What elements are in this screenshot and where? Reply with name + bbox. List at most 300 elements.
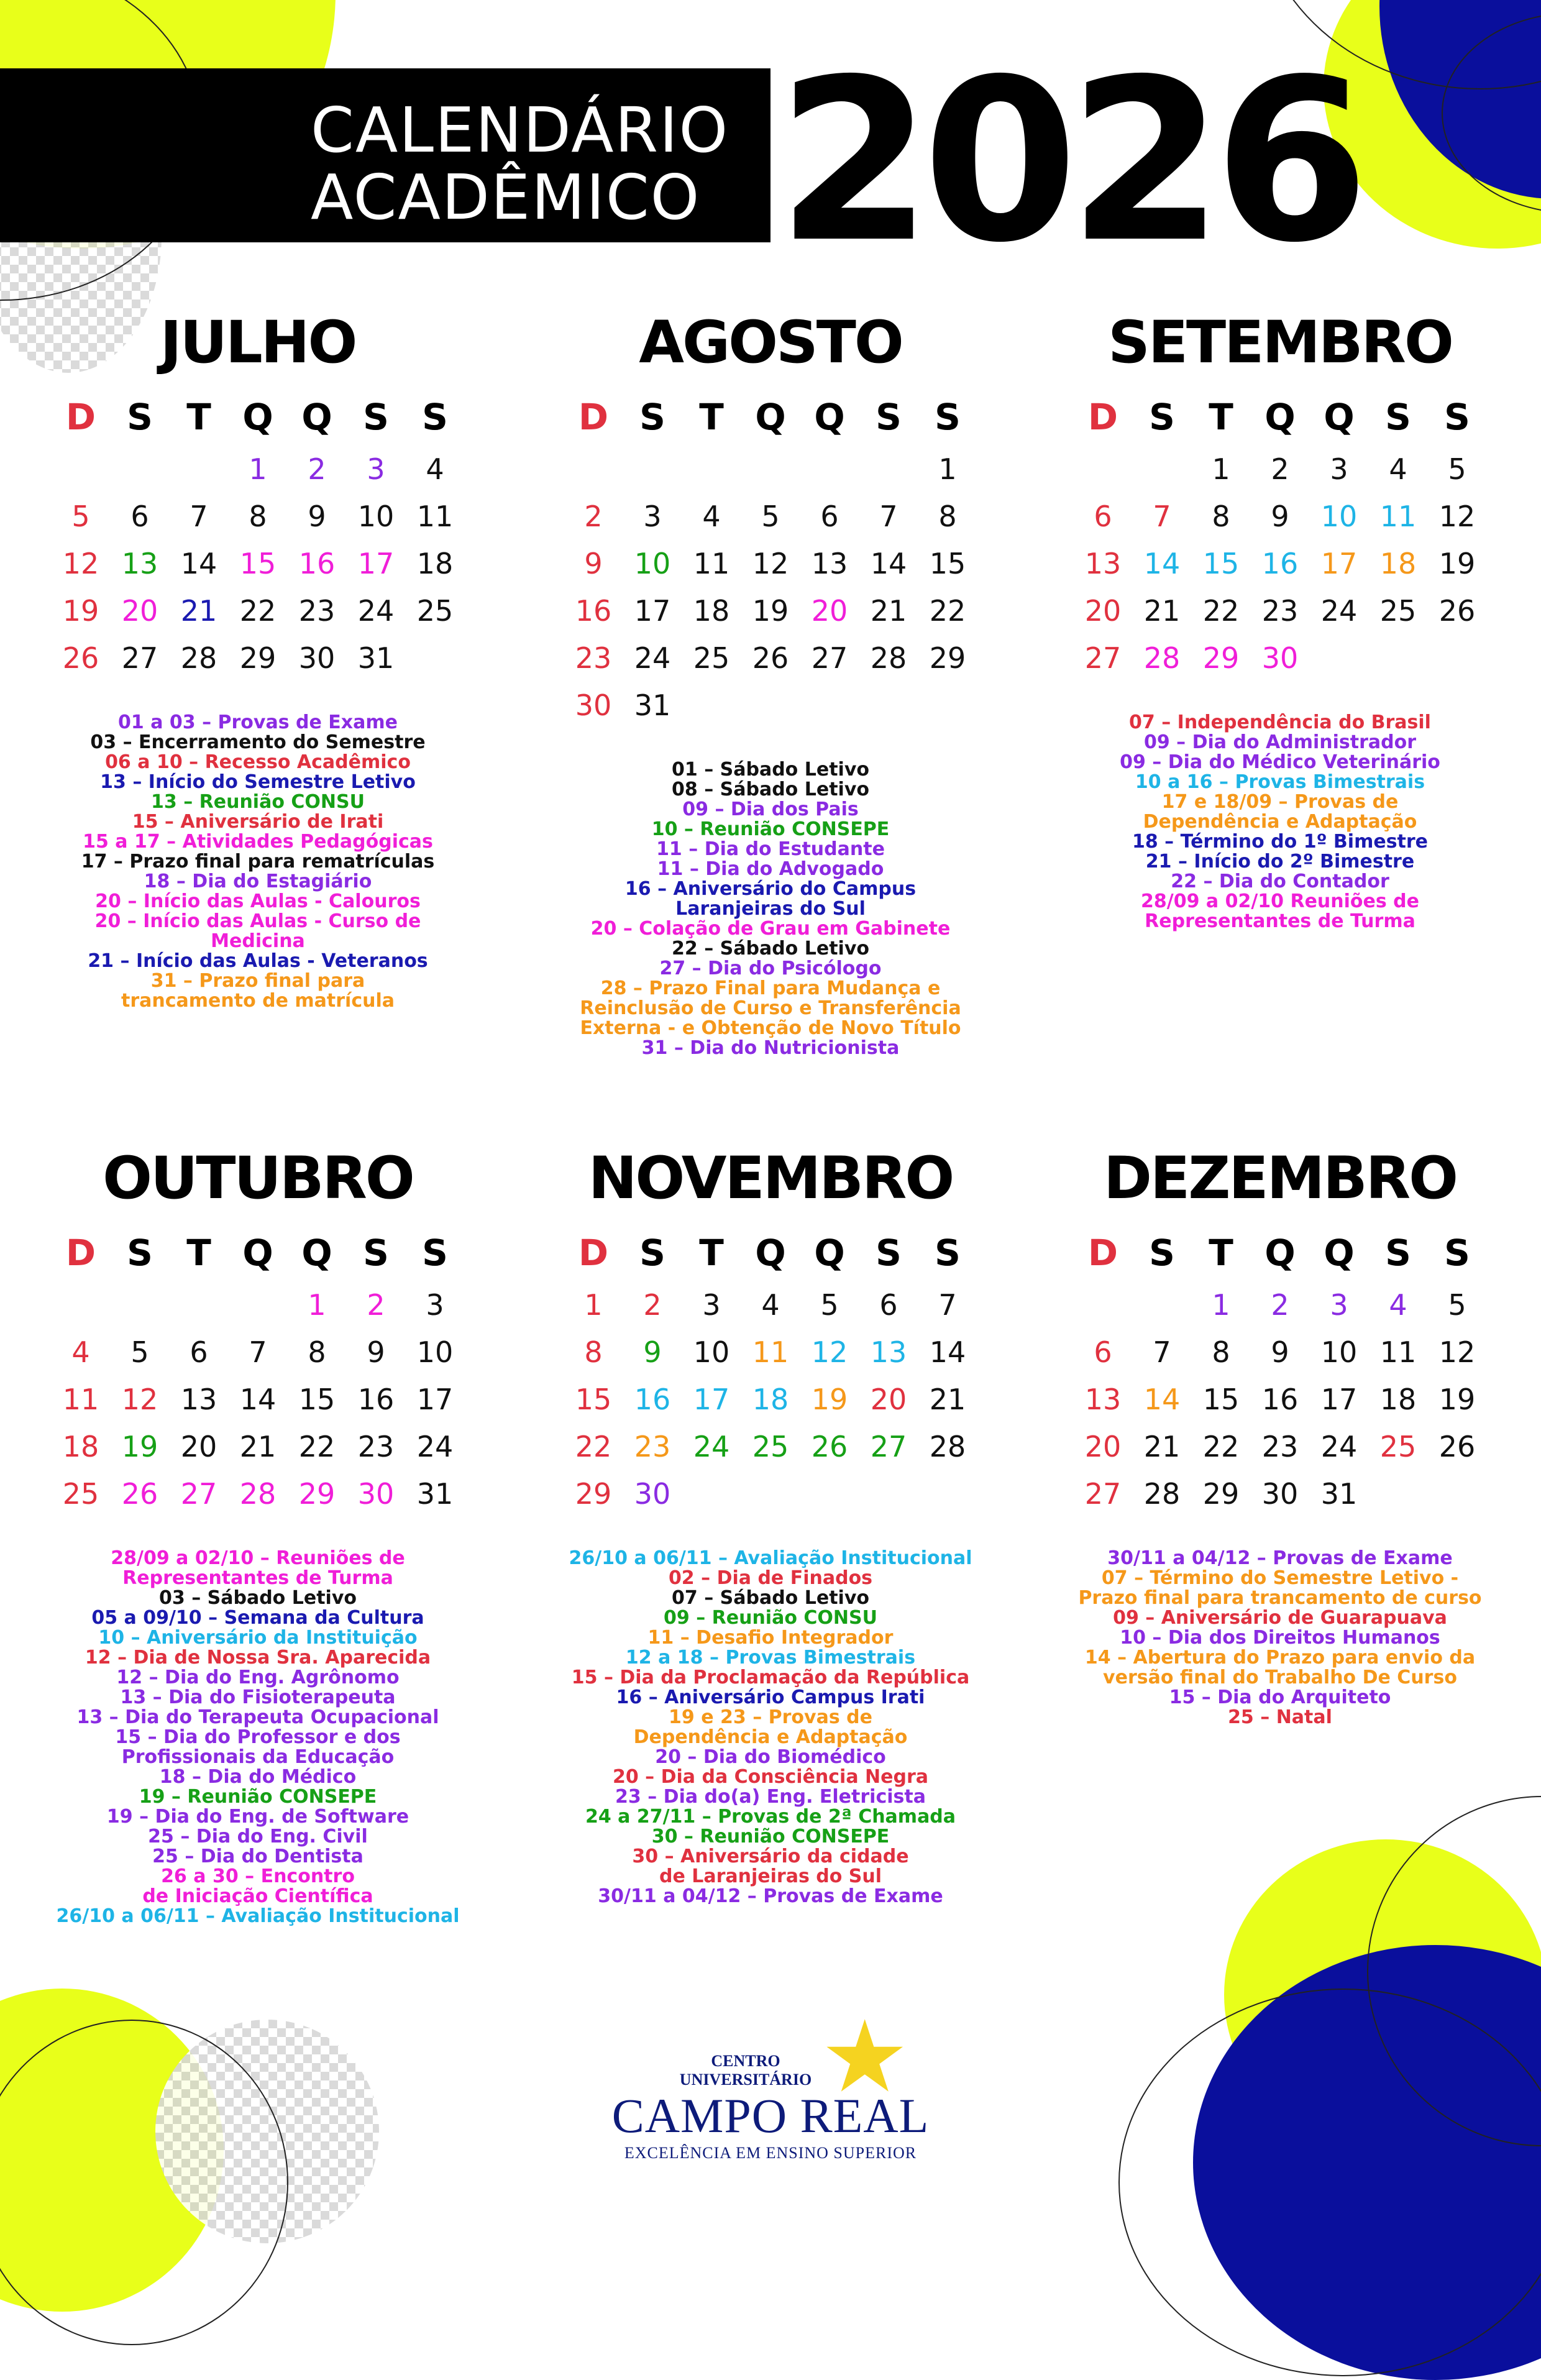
day-cell: 15 [575, 1383, 612, 1416]
weekday-label: Q [1324, 1232, 1355, 1274]
day-cell: 20 [870, 1383, 907, 1416]
day-grid [1074, 446, 1487, 682]
event-item: 21 – Início do 2º Bimestre [1145, 851, 1415, 872]
event-item: 30/11 a 04/12 – Provas de Exame [598, 1885, 943, 1907]
day-cell: 12 [1438, 500, 1476, 533]
day-cell: 31 [1320, 1477, 1358, 1511]
day-cell: 27 [1084, 1477, 1122, 1511]
day-cell: 19 [1438, 1383, 1476, 1416]
day-cell: 30 [575, 689, 612, 722]
day-cell: 16 [298, 547, 336, 580]
event-item: 03 – Sábado Letivo [159, 1587, 357, 1609]
weekday-header [52, 1224, 465, 1281]
empty-cell [52, 1281, 111, 1329]
day-cell: 5 [130, 1335, 149, 1369]
event-item: 20 – Início das Aulas - Calouros [95, 890, 421, 912]
event-item: 10 – Dia dos Direitos Humanos [1120, 1627, 1440, 1649]
empty-cell [800, 446, 859, 493]
day-cell: 8 [938, 500, 957, 533]
weekday-header [564, 1224, 977, 1281]
day-cell: 13 [180, 1383, 217, 1416]
empty-cell [1133, 1281, 1192, 1329]
day-cell: 21 [180, 594, 217, 628]
day-cell: 27 [1084, 641, 1122, 675]
event-item: 12 – Dia do Eng. Agrônomo [116, 1667, 400, 1688]
day-cell: 6 [190, 1335, 208, 1369]
event-item: 09 – Dia dos Pais [682, 799, 859, 820]
day-cell: 9 [1271, 1335, 1289, 1369]
event-item: 09 – Aniversário de Guarapuava [1113, 1607, 1447, 1629]
day-cell: 7 [190, 500, 208, 533]
weekday-label: S [422, 1232, 448, 1274]
day-cell: 5 [1448, 1288, 1466, 1322]
month-name: JULHO [160, 309, 356, 377]
weekday-label: S [639, 396, 665, 438]
day-cell: 22 [929, 594, 966, 628]
day-cell: 4 [426, 452, 444, 486]
day-cell: 26 [121, 1477, 158, 1511]
day-cell: 19 [121, 1430, 158, 1463]
weekday-label: D [65, 1232, 96, 1274]
events-list [553, 760, 988, 1058]
day-cell: 16 [575, 594, 612, 628]
day-cell: 30 [1261, 1477, 1299, 1511]
event-item: 20 – Dia da Consciência Negra [612, 1766, 928, 1788]
day-cell: 1 [584, 1288, 603, 1322]
weekday-label: S [363, 396, 389, 438]
day-cell: 19 [62, 594, 99, 628]
day-cell: 6 [130, 500, 149, 533]
weekday-label: D [1087, 396, 1118, 438]
event-item: 12 a 18 – Provas Bimestrais [625, 1647, 916, 1668]
events-list [553, 1549, 988, 1906]
day-cell: 30 [298, 641, 336, 675]
event-item: 18 – Dia do Médico [159, 1766, 357, 1788]
day-cell: 7 [1153, 500, 1171, 533]
day-cell: 7 [249, 1335, 267, 1369]
logo-line2: UNIVERSITÁRIO [679, 2071, 812, 2089]
day-cell: 2 [367, 1288, 385, 1322]
day-cell: 20 [811, 594, 848, 628]
day-cell: 18 [416, 547, 454, 580]
weekday-label: S [1149, 1232, 1175, 1274]
weekday-label: S [127, 396, 153, 438]
day-cell: 6 [1094, 1335, 1112, 1369]
day-cell: 28 [929, 1430, 966, 1463]
day-cell: 19 [1438, 547, 1476, 580]
day-cell: 18 [1379, 547, 1417, 580]
day-cell: 30 [1261, 641, 1299, 675]
day-cell: 10 [634, 547, 671, 580]
empty-cell [859, 446, 918, 493]
day-cell: 21 [239, 1430, 277, 1463]
weekday-label: Q [301, 1232, 332, 1274]
day-cell: 8 [249, 500, 267, 533]
day-cell: 27 [811, 641, 848, 675]
day-cell: 7 [938, 1288, 957, 1322]
day-cell: 17 [1320, 547, 1358, 580]
weekday-label: T [186, 1232, 211, 1274]
day-cell: 27 [870, 1430, 907, 1463]
day-cell: 11 [62, 1383, 99, 1416]
event-item: 30 – Reunião CONSEPE [651, 1826, 890, 1847]
weekday-header [564, 388, 977, 446]
empty-cell [564, 446, 623, 493]
event-item: 25 – Dia do Dentista [152, 1846, 364, 1867]
day-cell: 31 [416, 1477, 454, 1511]
event-item: 06 a 10 – Recesso Acadêmico [105, 751, 411, 773]
month-name: SETEMBRO [1108, 309, 1452, 377]
day-cell: 22 [575, 1430, 612, 1463]
event-item: 13 – Dia do Fisioterapeuta [120, 1687, 396, 1708]
day-grid [52, 446, 465, 682]
event-item: 28 – Prazo Final para Mudança e Reinclusão de Curso e Transferência Externa - e Obtenção de Novo Título [580, 977, 961, 1039]
weekday-label: Q [1324, 396, 1355, 438]
weekday-label: S [639, 1232, 665, 1274]
day-cell: 9 [367, 1335, 385, 1369]
day-cell: 18 [1379, 1383, 1417, 1416]
events-list [1063, 713, 1498, 931]
day-cell: 28 [239, 1477, 277, 1511]
day-cell: 7 [1153, 1335, 1171, 1369]
day-cell: 9 [308, 500, 326, 533]
day-cell: 25 [416, 594, 454, 628]
weekday-label: S [876, 1232, 902, 1274]
day-cell: 8 [1212, 500, 1230, 533]
day-cell: 20 [1084, 594, 1122, 628]
day-cell: 31 [634, 689, 671, 722]
event-item: 24 a 27/11 – Provas de 2ª Chamada [585, 1806, 956, 1828]
event-item: 05 a 09/10 – Semana da Cultura [91, 1607, 424, 1629]
day-cell: 3 [1330, 1288, 1348, 1322]
day-cell: 26 [62, 641, 99, 675]
event-item: 11 – Dia do Estudante [656, 838, 885, 860]
event-item: 15 – Aniversário de Irati [132, 811, 384, 833]
day-cell: 5 [820, 1288, 839, 1322]
month-julho [28, 309, 488, 1012]
day-cell: 3 [367, 452, 385, 486]
day-cell: 2 [1271, 1288, 1289, 1322]
weekday-label: S [127, 1232, 153, 1274]
day-cell: 29 [929, 641, 966, 675]
empty-cell [111, 446, 170, 493]
weekday-label: Q [814, 396, 845, 438]
month-outubro [28, 1145, 488, 1927]
day-cell: 5 [761, 500, 780, 533]
event-item: 25 – Natal [1228, 1706, 1332, 1728]
day-cell: 16 [357, 1383, 395, 1416]
event-item: 16 – Aniversário do Campus Laranjeiras do Sul [624, 878, 917, 920]
day-cell: 29 [1202, 1477, 1240, 1511]
empty-cell [170, 446, 229, 493]
event-item: 20 – Dia do Biomédico [655, 1746, 886, 1768]
event-item: 03 – Encerramento do Semestre [90, 731, 426, 753]
day-cell: 27 [180, 1477, 217, 1511]
day-cell: 5 [1448, 452, 1466, 486]
day-cell: 15 [1202, 547, 1240, 580]
event-item: 01 – Sábado Letivo [672, 759, 869, 780]
month-name: AGOSTO [639, 309, 902, 377]
empty-cell [1133, 446, 1192, 493]
empty-cell [1074, 446, 1133, 493]
day-cell: 18 [62, 1430, 99, 1463]
day-cell: 14 [870, 547, 907, 580]
month-name: DEZEMBRO [1103, 1145, 1457, 1212]
day-cell: 29 [239, 641, 277, 675]
day-cell: 26 [1438, 594, 1476, 628]
day-cell: 6 [879, 1288, 898, 1322]
day-cell: 4 [71, 1335, 90, 1369]
day-cell: 30 [357, 1477, 395, 1511]
day-cell: 9 [643, 1335, 662, 1369]
event-item: 11 – Dia do Advogado [657, 858, 884, 880]
day-cell: 3 [1330, 452, 1348, 486]
day-cell: 12 [62, 547, 99, 580]
day-cell: 22 [1202, 594, 1240, 628]
day-cell: 23 [1261, 1430, 1299, 1463]
day-grid [52, 1281, 465, 1517]
day-cell: 25 [62, 1477, 99, 1511]
day-cell: 17 [357, 547, 395, 580]
event-item: 19 e 23 – Provas de Dependência e Adaptação [633, 1706, 908, 1748]
event-item: 19 – Dia do Eng. de Software [106, 1806, 409, 1828]
weekday-label: T [1209, 396, 1233, 438]
event-item: 01 a 03 – Provas de Exame [118, 712, 398, 733]
event-item: 12 – Dia de Nossa Sra. Aparecida [85, 1647, 431, 1668]
event-item: 07 – Término do Semestre Letivo - Prazo final para trancamento de curso [1078, 1567, 1482, 1609]
weekday-header [1074, 388, 1487, 446]
day-cell: 16 [1261, 1383, 1299, 1416]
event-item: 20 – Início das Aulas - Curso de Medicina [94, 910, 421, 952]
day-cell: 13 [870, 1335, 907, 1369]
weekday-label: S [1444, 1232, 1470, 1274]
day-cell: 9 [584, 547, 603, 580]
day-cell: 22 [1202, 1430, 1240, 1463]
day-cell: 8 [584, 1335, 603, 1369]
event-item: 15 a 17 – Atividades Pedagógicas [83, 831, 433, 853]
weekday-label: D [65, 396, 96, 438]
day-cell: 22 [239, 594, 277, 628]
day-cell: 15 [298, 1383, 336, 1416]
day-cell: 28 [180, 641, 217, 675]
weekday-label: T [186, 396, 211, 438]
month-setembro [1050, 309, 1510, 932]
day-cell: 2 [308, 452, 326, 486]
day-cell: 17 [693, 1383, 730, 1416]
day-cell: 29 [575, 1477, 612, 1511]
weekday-label: Q [814, 1232, 845, 1274]
day-cell: 19 [752, 594, 789, 628]
header-title-line1: CALENDÁRIO [311, 94, 729, 167]
day-cell: 28 [1143, 641, 1181, 675]
event-item: 22 – Dia do Contador [1171, 871, 1389, 892]
weekday-label: Q [301, 396, 332, 438]
day-cell: 18 [752, 1383, 789, 1416]
empty-cell [111, 1281, 170, 1329]
day-cell: 4 [1389, 452, 1407, 486]
campo-real-logo [597, 1998, 944, 2169]
event-item: 10 – Aniversário da Instituição [98, 1627, 418, 1649]
day-cell: 26 [1438, 1430, 1476, 1463]
logo-line1: CENTRO [711, 2052, 780, 2070]
weekday-label: S [1444, 396, 1470, 438]
event-item: 16 – Aniversário Campus Irati [616, 1687, 925, 1708]
weekday-label: T [1209, 1232, 1233, 1274]
event-item: 09 – Dia do Administrador [1143, 731, 1417, 753]
weekday-label: S [876, 396, 902, 438]
day-cell: 26 [811, 1430, 848, 1463]
weekday-label: D [578, 396, 609, 438]
empty-cell [170, 1281, 229, 1329]
day-cell: 17 [416, 1383, 454, 1416]
empty-cell [52, 446, 111, 493]
day-cell: 13 [1084, 1383, 1122, 1416]
day-cell: 10 [416, 1335, 454, 1369]
events-list [40, 713, 475, 1011]
day-cell: 1 [1212, 1288, 1230, 1322]
weekday-header [52, 388, 465, 446]
day-cell: 1 [938, 452, 957, 486]
empty-cell [1074, 1281, 1133, 1329]
day-cell: 12 [752, 547, 789, 580]
weekday-label: Q [755, 396, 786, 438]
day-cell: 14 [239, 1383, 277, 1416]
event-item: 31 – Dia do Nutricionista [641, 1037, 900, 1059]
logo-name: CAMPO REAL [611, 2089, 930, 2143]
day-cell: 17 [1320, 1383, 1358, 1416]
day-cell: 1 [249, 452, 267, 486]
day-cell: 12 [811, 1335, 848, 1369]
event-item: 19 – Reunião CONSEPE [139, 1786, 377, 1808]
day-cell: 1 [308, 1288, 326, 1322]
weekday-label: Q [242, 396, 273, 438]
day-cell: 15 [239, 547, 277, 580]
day-cell: 11 [1379, 1335, 1417, 1369]
day-cell: 10 [1320, 1335, 1358, 1369]
day-cell: 24 [693, 1430, 730, 1463]
event-item: 26/10 a 06/11 – Avaliação Institucional [569, 1547, 972, 1569]
day-cell: 25 [1379, 1430, 1417, 1463]
day-cell: 29 [1202, 641, 1240, 675]
day-cell: 16 [1261, 547, 1299, 580]
event-item: 31 – Prazo final para trancamento de matrícula [121, 970, 395, 1012]
day-cell: 3 [702, 1288, 721, 1322]
day-cell: 28 [1143, 1477, 1181, 1511]
day-cell: 22 [298, 1430, 336, 1463]
day-cell: 21 [870, 594, 907, 628]
day-cell: 3 [643, 500, 662, 533]
day-cell: 13 [121, 547, 158, 580]
day-cell: 12 [121, 1383, 158, 1416]
star-icon: ★ [820, 1998, 910, 2115]
day-cell: 24 [416, 1430, 454, 1463]
weekday-label: Q [1264, 1232, 1296, 1274]
month-name: OUTUBRO [103, 1145, 413, 1212]
day-cell: 19 [811, 1383, 848, 1416]
event-item: 14 – Abertura do Prazo para envio da versão final do Trabalho De Curso [1084, 1647, 1476, 1688]
events-list [1063, 1549, 1498, 1728]
day-cell: 2 [643, 1288, 662, 1322]
day-cell: 10 [1320, 500, 1358, 533]
day-grid [1074, 1281, 1487, 1517]
day-cell: 11 [752, 1335, 789, 1369]
day-cell: 23 [575, 641, 612, 675]
day-cell: 5 [71, 500, 90, 533]
event-item: 18 – Término do 1º Bimestre [1132, 831, 1429, 853]
day-cell: 1 [1212, 452, 1230, 486]
day-cell: 8 [1212, 1335, 1230, 1369]
event-item: 26/10 a 06/11 – Avaliação Institucional [56, 1905, 460, 1927]
weekday-label: S [935, 1232, 961, 1274]
event-item: 02 – Dia de Finados [668, 1567, 873, 1589]
event-item: 09 – Reunião CONSU [664, 1607, 877, 1629]
day-cell: 3 [426, 1288, 444, 1322]
day-cell: 31 [357, 641, 395, 675]
day-cell: 2 [1271, 452, 1289, 486]
day-cell: 26 [752, 641, 789, 675]
weekday-label: D [578, 1232, 609, 1274]
event-item: 08 – Sábado Letivo [672, 779, 869, 800]
day-cell: 17 [634, 594, 671, 628]
weekday-label: D [1087, 1232, 1118, 1274]
empty-cell [682, 446, 741, 493]
weekday-label: S [1149, 396, 1175, 438]
day-cell: 25 [752, 1430, 789, 1463]
empty-cell [623, 446, 682, 493]
day-cell: 21 [1143, 594, 1181, 628]
day-cell: 4 [1389, 1288, 1407, 1322]
day-cell: 6 [820, 500, 839, 533]
month-novembro [541, 1145, 1000, 1907]
weekday-label: T [699, 396, 724, 438]
weekday-label: S [1385, 1232, 1411, 1274]
day-cell: 11 [1379, 500, 1417, 533]
event-item: 20 – Colação de Grau em Gabinete [590, 918, 951, 940]
event-item: 21 – Início das Aulas - Veteranos [88, 950, 428, 972]
event-item: 07 – Sábado Letivo [672, 1587, 869, 1609]
day-cell: 16 [634, 1383, 671, 1416]
day-cell: 15 [1202, 1383, 1240, 1416]
event-item: 28/09 a 02/10 Reuniões de Representantes de Turma [1140, 890, 1419, 932]
event-item: 13 – Dia do Terapeuta Ocupacional [76, 1706, 439, 1728]
event-item: 11 – Desafio Integrador [647, 1627, 894, 1649]
day-cell: 21 [929, 1383, 966, 1416]
day-cell: 10 [693, 1335, 730, 1369]
day-cell: 6 [1094, 500, 1112, 533]
weekday-label: S [935, 396, 961, 438]
day-grid [564, 446, 977, 729]
day-cell: 25 [1379, 594, 1417, 628]
weekday-label: T [699, 1232, 724, 1274]
day-cell: 9 [1271, 500, 1289, 533]
day-cell: 15 [929, 547, 966, 580]
month-agosto [541, 309, 1000, 1059]
event-item: 09 – Dia do Médico Veterinário [1120, 751, 1440, 773]
month-dezembro [1050, 1145, 1510, 1728]
day-cell: 4 [702, 500, 721, 533]
day-cell: 28 [870, 641, 907, 675]
day-cell: 25 [693, 641, 730, 675]
day-cell: 11 [416, 500, 454, 533]
event-item: 15 – Dia do Arquiteto [1169, 1687, 1391, 1708]
day-cell: 14 [180, 547, 217, 580]
day-cell: 20 [1084, 1430, 1122, 1463]
day-cell: 24 [1320, 1430, 1358, 1463]
day-cell: 24 [357, 594, 395, 628]
header-title-line2: ACADÊMICO [311, 161, 701, 234]
day-cell: 10 [357, 500, 395, 533]
day-cell: 14 [1143, 547, 1181, 580]
